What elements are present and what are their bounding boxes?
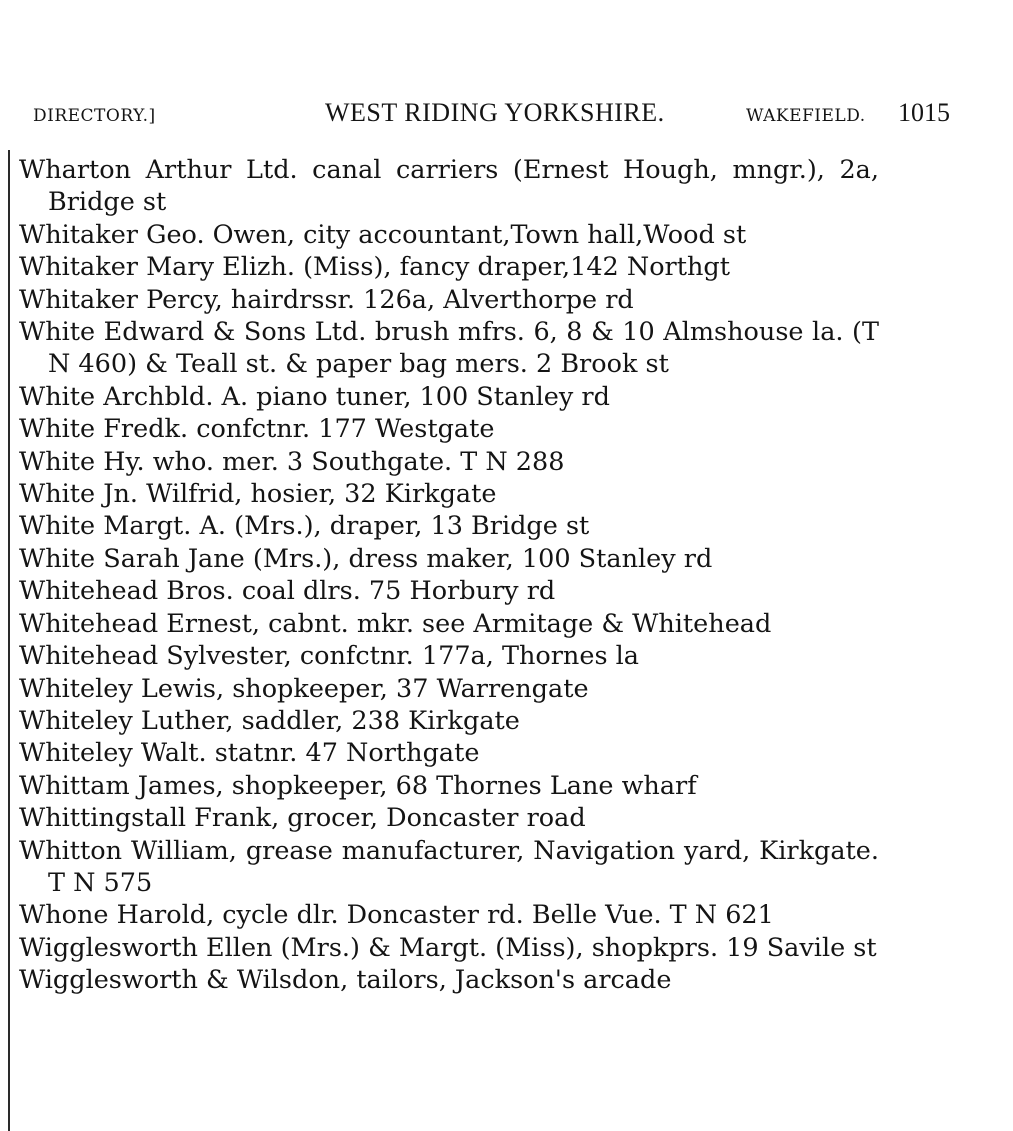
directory-entry: Wigglesworth & Wilsdon, tailors, Jackson's arcade: [19, 965, 672, 996]
directory-entry: Wharton Arthur Ltd. canal carriers (Ernest Hough, mngr.), 2a, Bridge st: [19, 155, 879, 218]
directory-entry: Wigglesworth Ellen (Mrs.) & Margt. (Miss), shopkprs. 19 Savile st: [19, 932, 877, 963]
directory-entry: White Sarah Jane (Mrs.), dress maker, 100 Stanley rd: [19, 543, 713, 574]
directory-entry: White Archbld. A. piano tuner, 100 Stanley rd: [19, 381, 610, 412]
directory-entry: Whitehead Bros. coal dlrs. 75 Horbury rd: [19, 576, 556, 607]
directory-entry: White Edward & Sons Ltd. brush mfrs. 6, 8 & 10 Almshouse la. (T N 460) & Teall st. & paper bag mers. 2 Brook st: [19, 317, 879, 380]
directory-entry: Whitaker Percy, hairdrssr. 126a, Alverthorpe rd: [19, 284, 634, 315]
place-label: WAKEFIELD.: [746, 106, 866, 126]
directory-entry: Whiteley Walt. statnr. 47 Northgate: [19, 738, 480, 769]
directory-entry: White Margt. A. (Mrs.), draper, 13 Bridge st: [19, 511, 590, 542]
directory-entry: Whitehead Sylvester, confctnr. 177a, Thornes la: [19, 641, 639, 672]
directory-entry: Whiteley Lewis, shopkeeper, 37 Warrengate: [19, 673, 589, 704]
directory-entries: [19, 154, 879, 997]
page-number: 1015: [898, 98, 950, 127]
column-rule: [8, 150, 10, 1131]
directory-entry: Whitton William, grease manufacturer, Navigation yard, Kirkgate. T N 575: [19, 835, 879, 898]
directory-entry: White Hy. who. mer. 3 Southgate. T N 288: [19, 446, 565, 477]
directory-entry: White Jn. Wilfrid, hosier, 32 Kirkgate: [19, 479, 497, 510]
page-title: WEST RIDING YORKSHIRE.: [325, 98, 665, 127]
directory-entry: Whiteley Luther, saddler, 238 Kirkgate: [19, 705, 520, 736]
directory-entry: Whitaker Mary Elizh. (Miss), fancy draper,142 Northgt: [19, 252, 730, 283]
directory-entry: Whittingstall Frank, grocer, Doncaster road: [19, 803, 586, 834]
directory-entry: White Fredk. confctnr. 177 Westgate: [19, 414, 495, 445]
directory-entry: Whone Harold, cycle dlr. Doncaster rd. Belle Vue. T N 621: [19, 900, 774, 931]
running-header: [33, 96, 953, 136]
directory-entry: Whitehead Ernest, cabnt. mkr. see Armitage & Whitehead: [19, 608, 772, 639]
section-label: DIRECTORY.]: [33, 106, 156, 126]
directory-entry: Whittam James, shopkeeper, 68 Thornes Lane wharf: [19, 770, 697, 801]
directory-entry: Whitaker Geo. Owen, city accountant,Town hall,Wood st: [19, 219, 747, 250]
